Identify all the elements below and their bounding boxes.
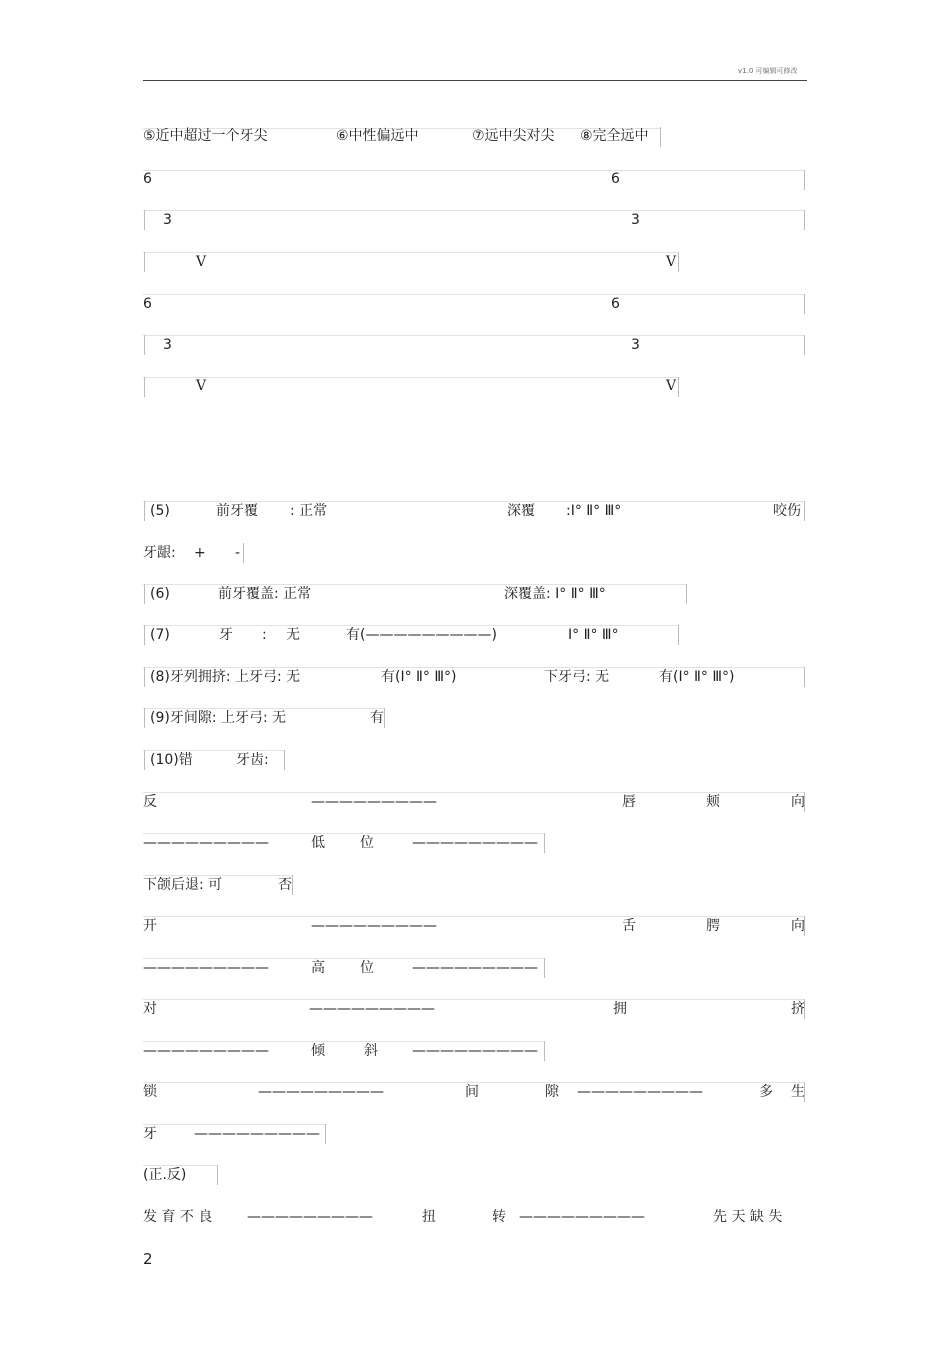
cell-border	[804, 335, 805, 355]
cell-border	[804, 667, 805, 687]
item8-label: (8)牙列拥挤: 上牙弓: 无	[150, 669, 301, 685]
item9-have: 有	[370, 710, 384, 726]
cell-border	[144, 750, 145, 770]
tooth-v-right: V	[666, 378, 677, 394]
cell-border	[144, 708, 145, 728]
item8-lower-have: 有(Ⅰ° Ⅱ° Ⅲ°)	[659, 669, 735, 685]
blank-line: —————————	[577, 1084, 703, 1100]
blank-line: —————————	[143, 1043, 269, 1059]
cell-border	[144, 584, 145, 604]
row-rule	[143, 335, 805, 336]
option-7: ⑦远中尖对尖	[472, 128, 555, 144]
blank-line: —————————	[194, 1126, 320, 1142]
cell-border	[144, 377, 145, 397]
item5-number: (5)	[150, 503, 170, 519]
cell-border	[292, 875, 293, 895]
blank-line: —————————	[412, 1043, 538, 1059]
tooth-3-left: 3	[163, 337, 172, 353]
cell-border	[804, 170, 805, 190]
item7-have: 有(—————————)	[346, 627, 497, 643]
row-rule	[143, 377, 679, 378]
cell-border	[686, 584, 687, 604]
item5-label: 前牙覆	[216, 503, 258, 519]
cell-border	[804, 1082, 805, 1102]
item8-lower: 下牙弓: 无	[544, 669, 610, 685]
gum-plus: +	[194, 545, 206, 561]
opt-wei: 位	[360, 835, 374, 851]
item6-number: (6)	[150, 586, 170, 602]
cell-border	[544, 833, 545, 853]
item5-grades: :Ⅰ° Ⅱ° Ⅲ°	[566, 503, 622, 519]
row-rule	[143, 252, 679, 253]
row-rule	[143, 999, 805, 1000]
page-number: 2	[143, 1250, 153, 1268]
cell-border	[243, 543, 244, 563]
tooth-6-left: 6	[143, 171, 152, 187]
cell-border	[678, 625, 679, 645]
item5-normal: : 正常	[290, 503, 328, 519]
row-rule	[143, 170, 805, 171]
tooth-6-right: 6	[611, 296, 620, 312]
cell-border	[804, 294, 805, 314]
tooth-v-left: V	[196, 378, 207, 394]
opt-xie: 斜	[364, 1043, 378, 1059]
item8-upper-have: 有(Ⅰ° Ⅱ° Ⅲ°)	[381, 669, 457, 685]
cell-border	[804, 916, 805, 936]
item7-number: (7)	[150, 627, 170, 643]
cell-border	[284, 750, 285, 770]
item9-label: (9)牙间隙: 上牙弓: 无	[150, 710, 287, 726]
cell-border	[660, 127, 661, 147]
retreat-label: 下颌后退: 可	[143, 877, 223, 893]
blank-line: —————————	[311, 918, 437, 934]
row-rule	[143, 750, 285, 751]
row-rule	[143, 1124, 326, 1125]
row-rule	[143, 792, 805, 793]
cell-border	[144, 335, 145, 355]
row-rule	[143, 625, 679, 626]
tooth-3-right: 3	[631, 212, 640, 228]
blank-line: —————————	[143, 960, 269, 976]
opt-fan: 反	[143, 794, 157, 810]
item6-deep: 深覆盖: Ⅰ° Ⅱ° Ⅲ°	[504, 586, 606, 602]
item5-bite: 咬伤	[773, 503, 801, 519]
row-rule	[143, 584, 686, 585]
item7-none: 无	[286, 627, 300, 643]
cell-border	[804, 210, 805, 230]
cell-border	[144, 252, 145, 272]
row-rule	[143, 501, 805, 502]
tooth-6-right: 6	[611, 171, 620, 187]
item10-number: (10)错	[150, 752, 193, 768]
blank-line: —————————	[412, 960, 538, 976]
cell-border	[678, 377, 679, 397]
cell-border	[384, 708, 385, 728]
opt-chun: 唇	[622, 794, 636, 810]
blank-line: —————————	[309, 1001, 435, 1017]
row-rule	[143, 875, 293, 876]
gum-minus: -	[235, 545, 241, 561]
cell-border	[678, 252, 679, 272]
opt-dui: 对	[143, 1001, 157, 1017]
row-rule	[143, 916, 805, 917]
header-rule	[143, 80, 807, 81]
opt-xiang: 向	[791, 918, 805, 934]
row-rule	[143, 833, 545, 834]
cell-border	[144, 501, 145, 521]
row-rule	[143, 294, 805, 295]
row-rule	[143, 1165, 218, 1166]
opt-zhuan: 转	[492, 1209, 506, 1225]
opt-gao: 高	[311, 960, 325, 976]
item7-label: 牙	[219, 627, 233, 643]
retreat-no: 否	[278, 877, 292, 893]
opt-xi: 隙	[545, 1084, 559, 1100]
opt-niu: 扭	[422, 1209, 436, 1225]
opt-ya: 牙	[143, 1126, 157, 1142]
opt-wei: 位	[360, 960, 374, 976]
cell-border	[144, 625, 145, 645]
blank-line: —————————	[311, 794, 437, 810]
cell-border	[804, 792, 805, 812]
cell-border	[144, 210, 145, 230]
blank-line: —————————	[143, 835, 269, 851]
gum-label: 牙龈:	[143, 545, 176, 561]
opt-she: 舌	[622, 918, 636, 934]
cell-border	[325, 1124, 326, 1144]
opt-xiang: 向	[791, 794, 805, 810]
option-5: ⑤近中超过一个牙尖	[143, 128, 268, 144]
item5-deep: 深覆	[507, 503, 535, 519]
opt-kai: 开	[143, 918, 157, 934]
opt-sheng: 生	[791, 1084, 805, 1100]
option-6: ⑥中性偏远中	[336, 128, 419, 144]
opt-duo: 多	[759, 1084, 773, 1100]
tooth-v-right: V	[666, 254, 677, 270]
cell-border	[804, 501, 805, 521]
cell-border	[144, 667, 145, 687]
row-rule	[143, 210, 805, 211]
item6-label: 前牙覆盖: 正常	[218, 586, 312, 602]
row-rule	[143, 667, 805, 668]
opt-zhengfan: (正.反)	[143, 1167, 187, 1183]
cell-border	[544, 958, 545, 978]
header-version: v1.0 可编辑可修改	[738, 67, 798, 75]
tooth-6-left: 6	[143, 296, 152, 312]
opt-fayu: 发 育 不 良	[143, 1209, 213, 1225]
opt-jian: 间	[465, 1084, 479, 1100]
cell-border	[544, 1041, 545, 1061]
opt-di: 低	[311, 835, 325, 851]
blank-line: —————————	[247, 1209, 373, 1225]
opt-qing: 倾	[311, 1043, 325, 1059]
tooth-v-left: V	[196, 254, 207, 270]
blank-line: —————————	[258, 1084, 384, 1100]
opt-ji: 挤	[791, 1001, 805, 1017]
option-8: ⑧完全远中	[580, 128, 649, 144]
item7-colon: :	[262, 627, 267, 643]
row-rule	[143, 1082, 805, 1083]
blank-line: —————————	[519, 1209, 645, 1225]
item7-grades: Ⅰ° Ⅱ° Ⅲ°	[568, 627, 619, 643]
tooth-3-left: 3	[163, 212, 172, 228]
cell-border	[804, 999, 805, 1019]
opt-suo: 锁	[143, 1084, 157, 1100]
cell-border	[217, 1165, 218, 1185]
opt-xian: 先 天 缺 失	[713, 1209, 783, 1225]
blank-line: —————————	[412, 835, 538, 851]
item10-label: 牙齿:	[236, 752, 269, 768]
row-rule	[143, 708, 385, 709]
row-rule	[143, 1041, 545, 1042]
opt-yong: 拥	[613, 1001, 627, 1017]
opt-e: 腭	[706, 918, 720, 934]
tooth-3-right: 3	[631, 337, 640, 353]
opt-jia: 颊	[706, 794, 720, 810]
row-rule	[143, 958, 545, 959]
